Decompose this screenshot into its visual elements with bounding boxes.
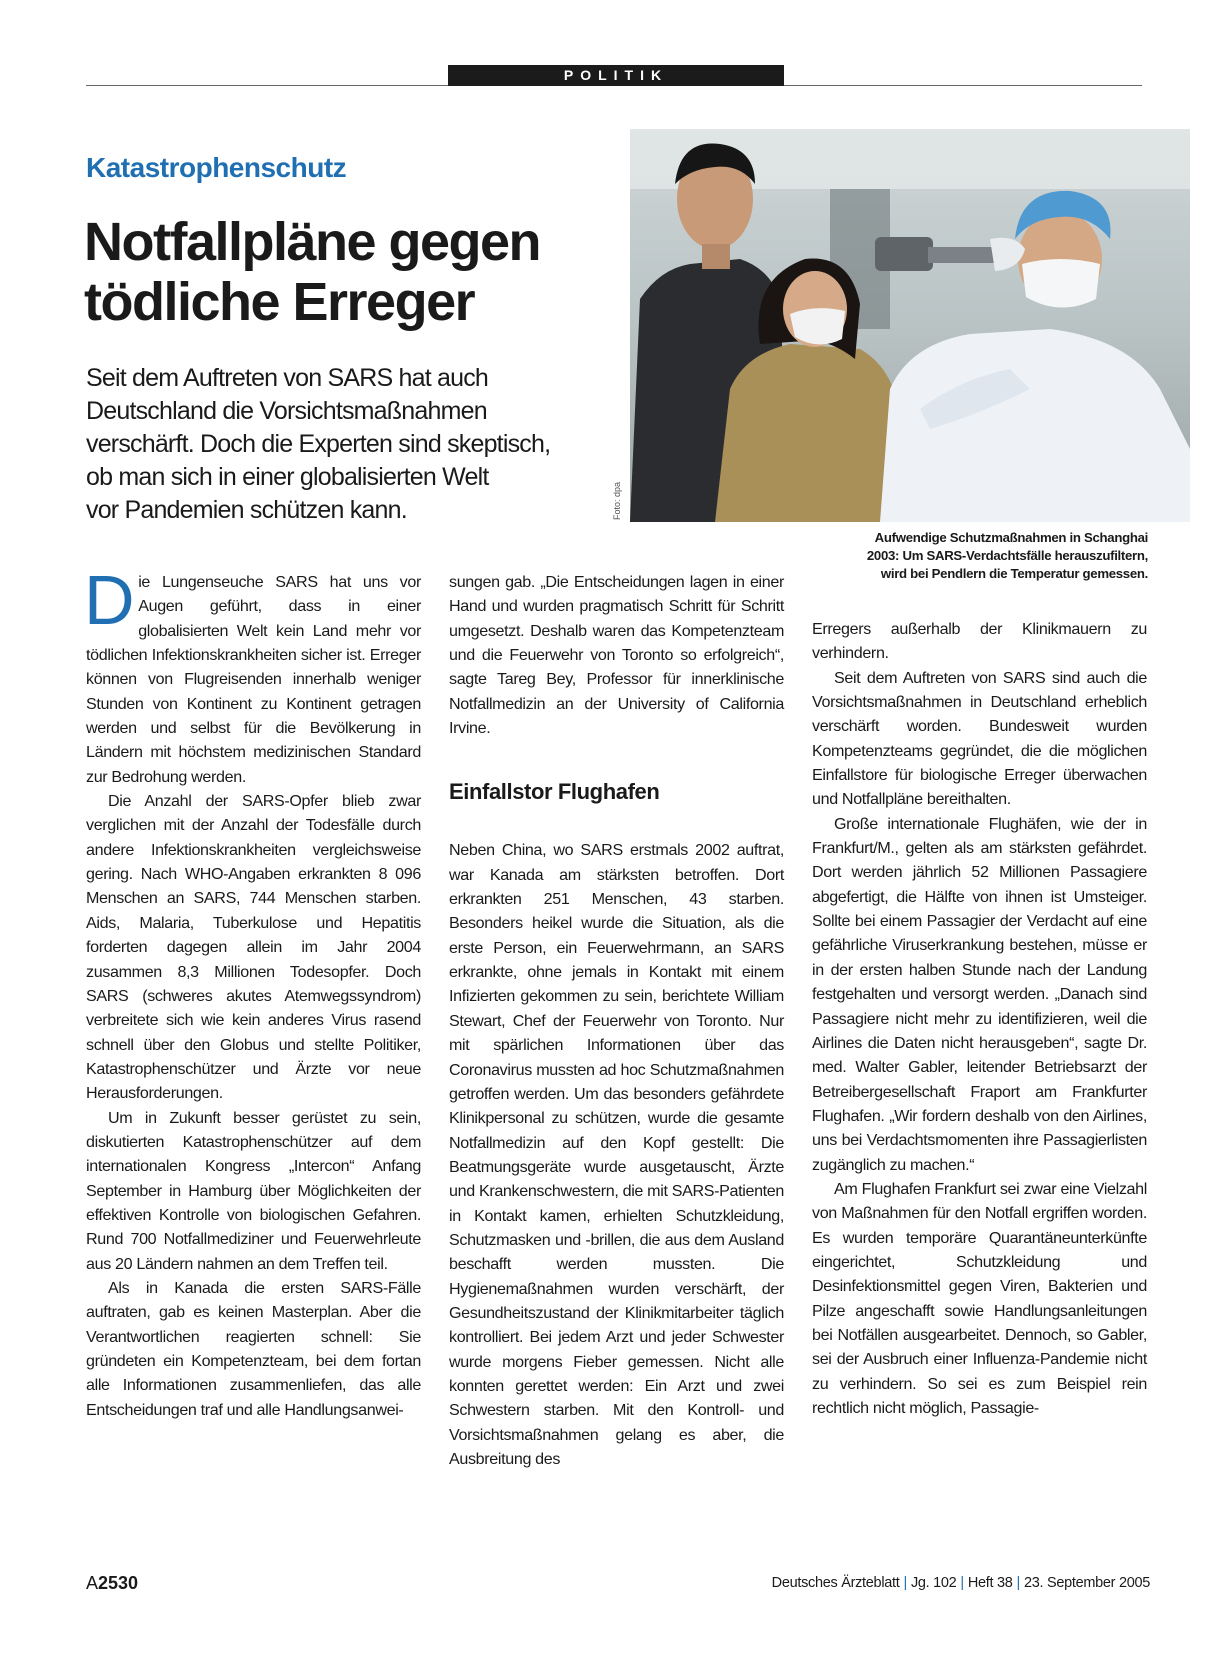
- body-paragraph: sungen gab. „Die Entscheidungen lagen in einer Hand und wurden pragmatisch Schritt für Schritt umgesetzt. Deshalb waren das Kompetenzteam und die Feuerwehr von Toronto so erfolgreich“, sagte Tareg Bey, Professor für innerklinische Notfallmedizin an der University of California Irvine.: [449, 573, 784, 738]
- caption-line: Aufwendige Schutzmaßnahmen in Schanghai: [874, 530, 1148, 545]
- drop-cap: D: [84, 561, 135, 639]
- body-paragraph: Erregers außerhalb der Klinikmauern zu verhindern.: [812, 620, 1147, 663]
- body-paragraph: Am Flughafen Frankfurt sei zwar eine Vielzahl von Maßnahmen für den Notfall ergriffen worden. Es wurden temporäre Quarantäneunterkünfte eingerichtet, Schutzkleidung und Desinfektionsmittel gegen Viren, Bakterien und Pilze angeschafft sowie Handlungsanleitungen bei Notfällen ausgearbeitet. Dennoch, so Gabler, sei der Ausbruch einer Influenza-Pandemie nicht zu verhindern. So sei es zum Beispiel rein rechtlich nicht möglich, Passagie-: [812, 1179, 1147, 1417]
- body-paragraph: Um in Zukunft besser gerüstet zu sein, diskutierten Katastrophenschützer auf dem internationalen Kongress „Intercon“ Anfang September in Hamburg über Möglichkeiten der effektiven Kontrolle von biologischen Gefahren. Rund 700 Notfallmediziner und Feuerwehrleute aus 20 Ländern nahmen an dem Treffen teil.: [86, 1108, 421, 1273]
- headline-line-1: Notfallpläne gegen: [84, 212, 541, 272]
- separator: |: [903, 1575, 907, 1591]
- body-paragraph: [84, 561, 421, 789]
- news-photo: [630, 129, 1190, 522]
- page-title: [84, 212, 624, 332]
- body-paragraph: Große internationale Flughäfen, wie der in Frankfurt/M., gelten als am stärksten gefährdet. Dort werden jährlich 52 Millionen Passagiere abgefertigt, die Hälfte von ihnen ist Umsteiger. Sollte bei einem Passagier der Verdacht auf eine gefährliche Viruserkrankung bestehen, müsse er in der ersten halben Stunde nach der Landung festgehalten und versorgt werden. „Danach sind Passagiere nicht mehr zu identifizieren, weil die Airlines die Daten nicht herausgeben“, sagte Dr. med. Walter Gabler, leitender Betriebsarzt der Betreibergesellschaft Fraport am Frankfurter Flughafen. „Wir fordern deshalb von den Airlines, uns bei Verdachtsmomenten ihre Passagierlisten zugänglich zu machen.“: [812, 814, 1147, 1174]
- body-column-2: [449, 570, 784, 1471]
- photo-credit: Foto: dpa: [612, 481, 622, 520]
- lead-line: vor Pandemien schützen kann.: [86, 496, 407, 524]
- paragraph-text: ie Lungenseuche SARS hat uns vor Augen geführt, dass in einer globalisierten Welt kein Land mehr vor tödlichen Infektionskrankheiten sicher ist. Erreger können von Flugreisenden innerhalb weniger Stunden von Kontinent zu Kontinent getragen werden und selbst für die Bevölkerung in Ländern mit höchstem medizinischen Standard zur Bedrohung werden.: [86, 573, 421, 786]
- page-number-value: 2530: [98, 1573, 139, 1593]
- lead-line: Deutschland die Vorsichtsmaßnahmen: [86, 397, 487, 425]
- page-number: [86, 1573, 138, 1594]
- photo-caption: [808, 529, 1148, 583]
- lead-paragraph: [86, 362, 606, 527]
- lead-line: ob man sich in einer globalisierten Welt: [86, 463, 489, 491]
- body-paragraph: Neben China, wo SARS erstmals 2002 auftrat, war Kanada am stärksten betroffen. Dort erkrankten 251 Menschen, 43 starben. Besonders heikel wurde die Situation, als die erste Person, ein Feuerwehrmann, an SARS erkrankte, ohne jemals in Kontakt mit einem Infizierten gekommen zu sein, berichtete William Stewart, Chef der Feuerwehr von Toronto. Nur mit spärlichen Informationen über das Coronavirus mussten ad hoc Schutzmaßnahmen getroffen werden. Um das besonders gefährdete Klinikpersonal zu schützen, wurde die gesamte Notfallmedizin auf den Kopf gestellt: Die Beatmungsgeräte wurde ausgetauscht, Ärzte und Krankenschwestern, die mit SARS-Patienten in Kontakt kamen, erhielten Schutzkleidung, Schutzmasken und -brillen, die aus dem Ausland beschafft werden mussten. Die Hygienemaßnahmen wurden verschärft, der Gesundheitszustand der Klinikmitarbeiter täglich kontrolliert. Bei jedem Arzt und jeder Schwester wurde morgens Fieber gemessen. Nicht alle konnten gerettet werden: Ein Arzt und zwei Schwestern starben. Mit den Kontroll- und Vorsichtsmaßnahmen gelang es aber, die Ausbreitung des: [449, 841, 784, 1468]
- lead-line: verschärft. Doch die Experten sind skeptisch,: [86, 430, 551, 458]
- issue: Heft 38: [967, 1575, 1013, 1591]
- page-prefix: A: [86, 1573, 99, 1593]
- woman-coat: [715, 344, 905, 522]
- separator: |: [960, 1575, 964, 1591]
- body-paragraph: Die Anzahl der SARS-Opfer blieb zwar verglichen mit der Anzahl der Todesfälle durch andere Infektionskrankheiten vergleichsweise gering. Nach WHO-Angaben erkrankten 8 096 Menschen an SARS, 744 Menschen starben. Aids, Malaria, Tuberkulose und Hepatitis forderten dagegen allein im Jahr 2004 zusammen 8,3 Millionen Todesopfer. Doch SARS (schweres akutes Atemwegssyndrom) verbreitete sich wie kein anderes Virus rasend schnell über den Globus und stellte Politiker, Katastrophenschützer und Ärzte vor neue Herausforderungen.: [86, 792, 421, 1103]
- date: 23. September 2005: [1024, 1575, 1150, 1591]
- medic-mask: [1022, 259, 1100, 308]
- footer-citation: [772, 1575, 1150, 1591]
- man-neck: [702, 244, 730, 269]
- thermometer-barrel: [928, 247, 998, 263]
- body-column-3: [812, 617, 1147, 1420]
- body-paragraph: Seit dem Auftreten von SARS sind auch die Vorsichtsmaßnahmen in Deutschland erheblich verschärft worden. Bundesweit wurden Kompetenzteams gegründet, die die möglichen Einfallstore für biologische Erreger überwachen und Notfallpläne bereithalten.: [812, 668, 1147, 809]
- caption-line: 2003: Um SARS-Verdachtsfälle herauszufiltern,: [866, 548, 1148, 563]
- caption-line: wird bei Pendlern die Temperatur gemessen.: [880, 566, 1148, 581]
- journal-name: Deutsches Ärzteblatt: [771, 1575, 900, 1591]
- lead-line: Seit dem Auftreten von SARS hat auch: [86, 364, 489, 392]
- separator: |: [1016, 1575, 1020, 1591]
- body-column-1: [84, 561, 421, 1422]
- body-paragraph: Als in Kanada die ersten SARS-Fälle auftraten, gab es keinen Masterplan. Aber die Verantwortlichen reagierten schnell: Sie gründeten ein Kompetenzteam, bei dem fortan alle Informationen zusammenliefen, das alle Entscheidungen traf und alle Handlungsanwei-: [86, 1278, 421, 1419]
- volume: Jg. 102: [910, 1575, 957, 1591]
- section-label: POLITIK: [448, 65, 784, 86]
- kicker: Katastrophenschutz: [86, 152, 347, 183]
- subheading: Einfallstor Flughafen: [449, 779, 660, 805]
- thermometer-gun: [875, 237, 933, 271]
- photo-illustration: [630, 129, 1190, 522]
- headline-line-2: tödliche Erreger: [84, 272, 475, 332]
